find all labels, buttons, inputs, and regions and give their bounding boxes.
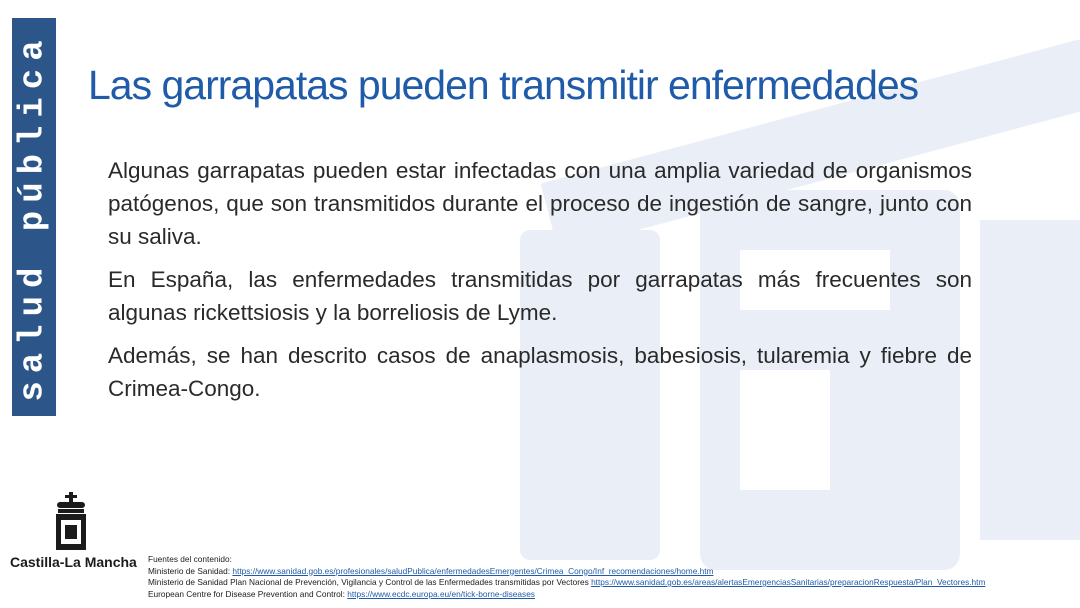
source-label: Ministerio de Sanidad: <box>148 565 233 576</box>
body-text <box>108 154 972 415</box>
banner-text: salud pública <box>15 32 53 402</box>
sources <box>148 554 1073 600</box>
source-link[interactable]: https://www.sanidad.gob.es/profesionales/saludPublica/enfermedadesEmergentes/Crimea_Congo/Inf_recomendaciones/home.htm <box>232 565 714 576</box>
source-link[interactable]: https://www.sanidad.gob.es/areas/alertasEmergenciasSanitarias/preparacionRespuesta/Plan_Vectores.htm <box>591 577 986 587</box>
logo-text: Castilla-La Mancha <box>10 554 137 570</box>
source-label: European Centre for Disease Prevention and Control: <box>148 588 348 599</box>
slide-title: Las garrapatas pueden transmitir enfermedades <box>88 62 919 108</box>
source-item <box>148 589 1073 601</box>
castilla-la-mancha-logo <box>10 492 137 570</box>
salud-publica-banner <box>12 18 56 416</box>
source-label: Ministerio de Sanidad Plan Nacional de Prevención, Vigilancia y Control de las Enfermedades transmitidas por Vectores <box>148 577 592 587</box>
paragraph: Además, se han descrito casos de anaplasmosis, babesiosis, tularemia y fiebre de Crimea-Congo. <box>108 343 972 401</box>
castle-icon <box>53 492 89 550</box>
source-link[interactable]: https://www.ecdc.europa.eu/en/tick-borne-diseases <box>347 588 535 599</box>
source-item <box>148 577 1073 589</box>
paragraph: En España, las enfermedades transmitidas por garrapatas más frecuentes son algunas rickettsiosis y la borreliosis de Lyme. <box>108 267 972 325</box>
sources-heading: Fuentes del contenido: <box>148 554 232 564</box>
source-item <box>148 566 1073 578</box>
paragraph: Algunas garrapatas pueden estar infectadas con una amplia variedad de organismos patógenos, que son transmitidos durante el proceso de ingestión de sangre, junto con su saliva. <box>108 158 972 249</box>
